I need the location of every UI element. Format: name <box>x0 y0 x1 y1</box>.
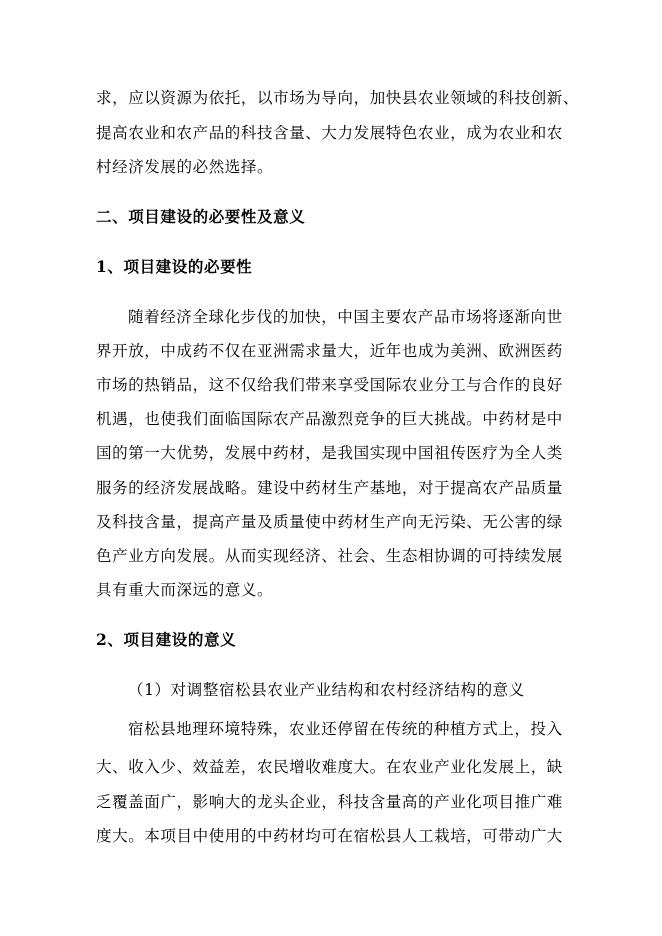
necessity-line-8: 色产业方向发展。从而实现经济、社会、生态相协调的可持续发展 <box>96 547 563 565</box>
necessity-line-2: 界开放，中成药不仅在亚洲需求量大，近年也成为美洲、欧洲医药 <box>96 342 563 360</box>
significance-line-4: 度大。本项目中使用的中药材均可在宿松县人工栽培，可带动广大 <box>96 827 563 845</box>
necessity-heading: 1、项目建设的必要性 <box>96 257 253 276</box>
necessity-line-7: 及科技含量，提高产量及质量使中药材生产向无污染、无公害的绿 <box>96 513 563 531</box>
necessity-line-4: 机遇，也使我们面临国际农产品激烈竞争的巨大挑战。中药材是中 <box>96 410 563 428</box>
significance-line-2: 大、收入少、效益差，农民增收难度大。在农业产业化发展上，缺 <box>96 758 563 776</box>
significance-heading: 2、项目建设的意义 <box>96 630 237 649</box>
necessity-line-3: 市场的热销品，这不仅给我们带来享受国际农业分工与合作的良好 <box>96 376 563 394</box>
significance-line-3: 乏覆盖面广，影响大的龙头企业，科技含量高的产业化项目推广难 <box>96 793 563 811</box>
intro-line-3: 村经济发展的必然选择。 <box>96 158 274 176</box>
necessity-line-6: 服务的经济发展战略。建设中药材生产基地，对于提高农产品质量 <box>96 479 563 497</box>
intro-line-1: 求，应以资源为依托，以市场为导向，加快县农业领域的科技创新、 <box>96 89 580 107</box>
intro-line-2: 提高农业和农产品的科技含量、大力发展特色农业，成为农业和农 <box>96 124 563 142</box>
significance-subheading: （1）对调整宿松县农业产业结构和农村经济结构的意义 <box>128 681 525 699</box>
necessity-line-9: 具有重大而深远的意义。 <box>96 581 274 599</box>
section-heading: 二、项目建设的必要性及意义 <box>96 207 306 226</box>
necessity-line-1: 随着经济全球化步伐的加快，中国主要农产品市场将逐渐向世 <box>128 308 563 326</box>
necessity-line-5: 国的第一大优势，发展中药材，是我国实现中国祖传医疗为全人类 <box>96 444 563 462</box>
significance-line-1: 宿松县地理环境特殊，农业还停留在传统的种植方式上，投入 <box>128 720 563 738</box>
